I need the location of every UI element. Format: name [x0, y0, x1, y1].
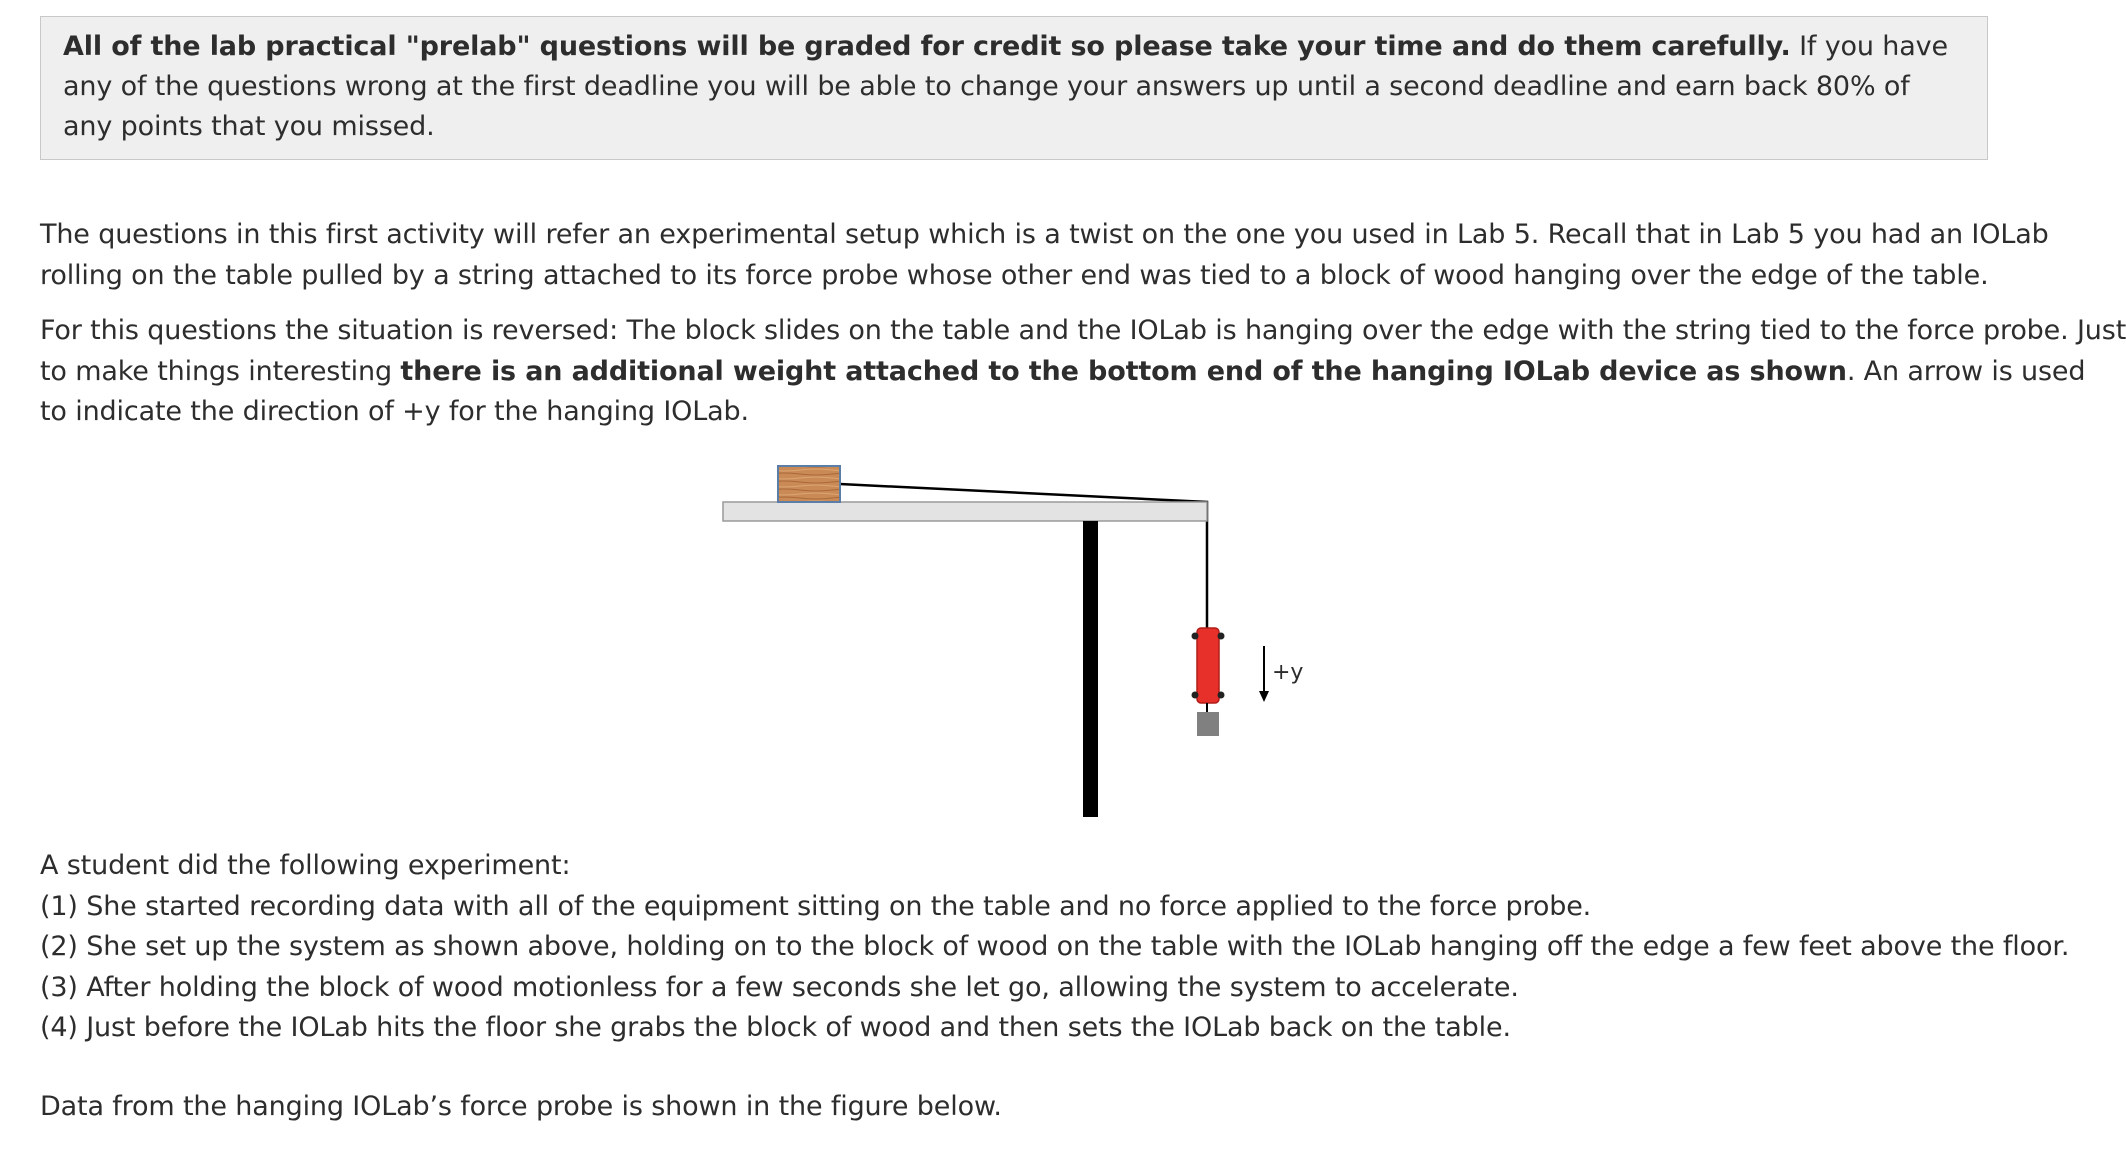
hanging-weight: [1197, 712, 1219, 736]
grading-notice-bold: All of the lab practical "prelab" questions will be graded for credit so please take your time and do them carefully.: [63, 31, 1791, 62]
intro-line-2: rolling on the table pulled by a string attached to its force probe whose other end was tied to a block of wood hanging over the edge of the table.: [40, 259, 1989, 291]
experiment-step-2: (2) She set up the system as shown above, holding on to the block of wood on the table with the IOLab hanging off the edge a few feet above the floor.: [40, 931, 2070, 962]
setup-paragraph: [40, 311, 2126, 433]
setup-line-3: to indicate the direction of +y for the hanging IOLab.: [40, 396, 749, 427]
grading-notice-text: If you have any of the questions wrong at the first deadline you will be able to change your answers up until a second deadline and earn back 80% of any points that you missed.: [63, 31, 1948, 142]
table-top: [723, 502, 1207, 521]
experiment-intro: A student did the following experiment:: [40, 850, 571, 881]
iolab-device: [1192, 628, 1225, 712]
setup-line-2-bold: there is an additional weight attached to the bottom end of the hanging IOLab device as shown: [400, 355, 1847, 387]
intro-paragraph: [40, 215, 2049, 296]
down-arrow-icon: [1259, 646, 1269, 702]
table-leg: [1083, 521, 1098, 817]
wood-block: [778, 466, 840, 502]
experiment-steps: [40, 846, 2070, 1049]
experiment-step-4: (4) Just before the IOLab hits the floor she grabs the block of wood and then sets the IOLab back on the table.: [40, 1012, 1511, 1043]
string: [840, 484, 1207, 628]
setup-line-2-suffix: . An arrow is used: [1846, 355, 2086, 387]
experiment-step-1: (1) She started recording data with all of the equipment sitting on the table and no force applied to the force probe.: [40, 890, 1592, 922]
positive-y-label: +y: [1272, 660, 1304, 685]
setup-line-2-prefix: to make things interesting: [40, 355, 401, 387]
setup-line-1: For this questions the situation is reversed: The block slides on the table and the IOLab is hanging over the edge with the string tied to the force probe. Just: [40, 315, 2126, 346]
setup-line-2: [40, 352, 2086, 393]
experiment-step-3: (3) After holding the block of wood motionless for a few seconds she let go, allowing the system to accelerate.: [40, 971, 1519, 1003]
grading-notice: [40, 16, 1988, 160]
data-note: Data from the hanging IOLab’s force probe is shown in the figure below.: [40, 1091, 1002, 1122]
intro-line-1: The questions in this first activity will refer an experimental setup which is a twist on the one you used in Lab 5. Recall that in Lab 5 you had an IOLab: [40, 219, 2049, 250]
